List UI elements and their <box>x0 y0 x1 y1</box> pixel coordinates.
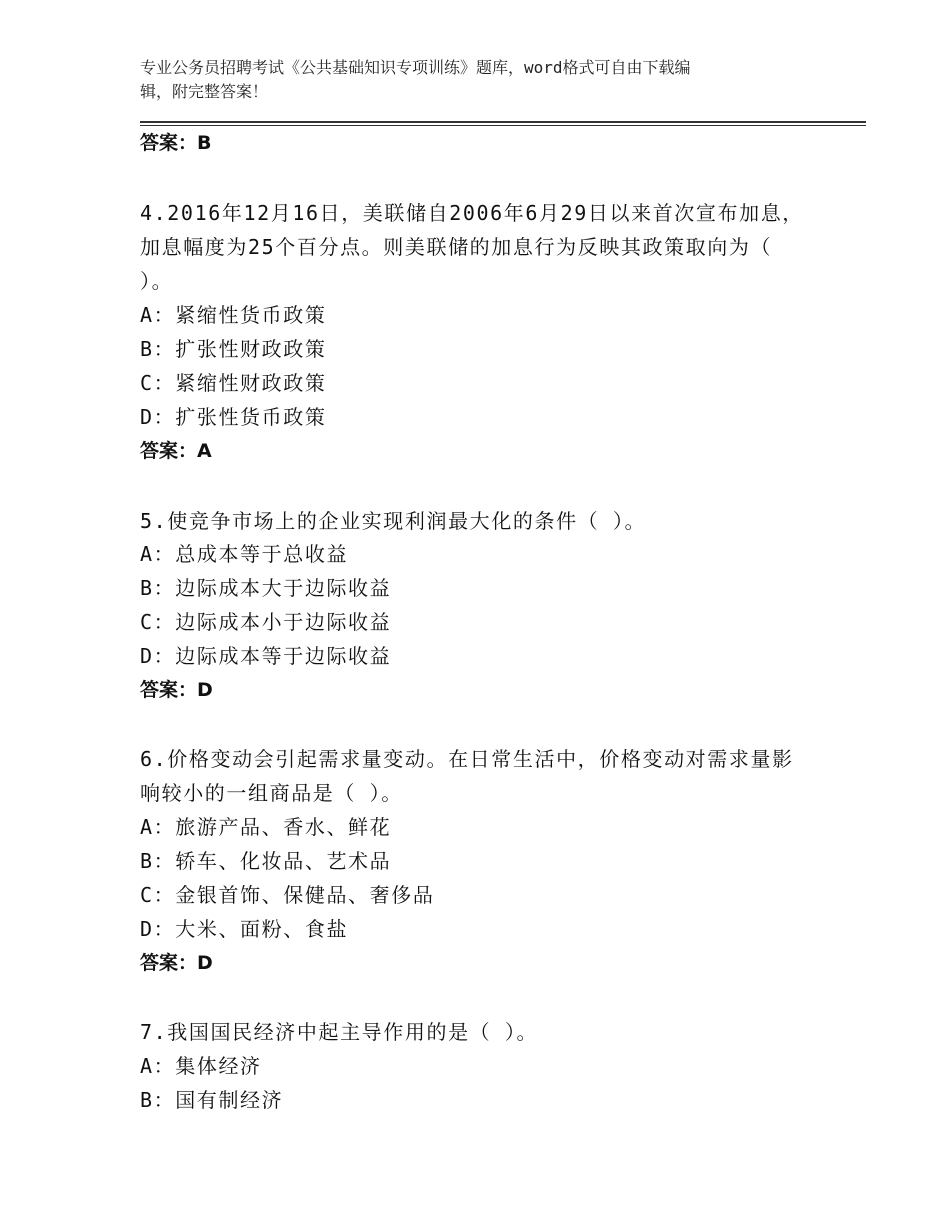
question-6-stem-line-1: 6.价格变动会引起需求量变动。在日常生活中，价格变动对需求量影 <box>140 747 794 771</box>
question-4-option-b: B：扩张性财政政策 <box>140 337 327 361</box>
question-4-stem-line-3: ）。 <box>140 269 174 293</box>
question-5-option-a: A：总成本等于总收益 <box>140 542 349 566</box>
question-7-option-b: B：国有制经济 <box>140 1088 284 1112</box>
question-4-stem-line-2: 加息幅度为25个百分点。则美联储的加息行为反映其政策取向为（ <box>140 235 773 259</box>
question-6-option-a: A：旅游产品、香水、鲜花 <box>140 815 392 839</box>
question-6-answer: 答案：D <box>140 952 213 974</box>
question-6-option-d: D：大米、面粉、食盐 <box>140 917 349 941</box>
question-4-answer: 答案：A <box>140 440 212 462</box>
question-5-stem-line-1: 5.使竞争市场上的企业实现利润最大化的条件（ ）。 <box>140 509 647 533</box>
question-4-option-d: D：扩张性货币政策 <box>140 405 327 429</box>
question-7-option-a: A：集体经济 <box>140 1054 262 1078</box>
header-line-1: 专业公务员招聘考试《公共基础知识专项训练》题库，word格式可自由下载编 <box>140 58 691 77</box>
question-4-stem-line-1: 4.2016年12月16日，美联储自2006年6月29日以来首次宣布加息， <box>140 201 804 225</box>
question-5-answer: 答案：D <box>140 679 213 701</box>
header-line-2: 辑，附完整答案！ <box>140 82 269 101</box>
question-6-stem-line-2: 响较小的一组商品是（ ）。 <box>140 781 403 805</box>
header-rule-top <box>140 121 866 123</box>
question-7-stem-line-1: 7.我国国民经济中起主导作用的是（ ）。 <box>140 1020 539 1044</box>
question-4-option-c: C：紧缩性财政政策 <box>140 371 327 395</box>
question-5-option-b: B：边际成本大于边际收益 <box>140 576 392 600</box>
previous-answer: 答案：B <box>140 132 212 154</box>
question-5-option-d: D：边际成本等于边际收益 <box>140 644 392 668</box>
header-rule-bottom <box>140 125 866 126</box>
question-4-option-a: A：紧缩性货币政策 <box>140 303 327 327</box>
question-6-option-b: B：轿车、化妆品、艺术品 <box>140 849 392 873</box>
question-5-option-c: C：边际成本小于边际收益 <box>140 610 392 634</box>
question-6-option-c: C：金银首饰、保健品、奢侈品 <box>140 883 435 907</box>
page-header <box>140 56 800 104</box>
